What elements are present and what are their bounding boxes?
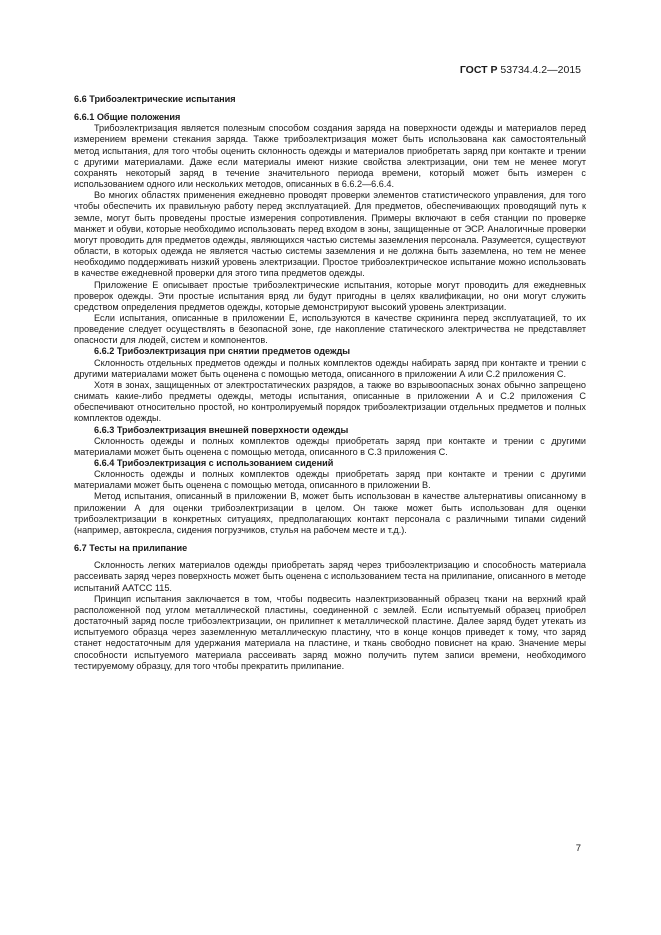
paragraph: Склонность одежды и полных комплектов одежды приобретать заряд при контакте и трении с другими материалами может быть оценена с помощью метода, описанного в приложении В. xyxy=(74,469,586,491)
paragraph: Во многих областях применения ежедневно проводят проверки элементов статистического управления, для того чтобы обеспечить их правильную работу перед эксплуатацией. Для предметов, обеспечивающих проводящий путь к земле, могут быть проведены простые измерения сопротивления. Примеры включают в себя станции по проверке манжет и обуви, которые необходимо использовать перед входом в зоны, защищенные от ЭСР. Аналогичные проверки могут проводить для предметов одежды, являющихся частью системы заземления персонала. Разумеется, существуют области, в которых одежда не является частью системы заземления и не должна быть заземлена, но тем не менее необходимо поддерживать низкий уровень электризации. Простое трибоэлектрическое испытание можно использовать в качестве ежедневной проверки для этого типа предметов одежды. xyxy=(74,190,586,279)
document-body xyxy=(74,90,586,672)
page-number: 7 xyxy=(575,843,581,854)
standard-number: 53734.4.2—2015 xyxy=(500,64,581,76)
section-heading-6-7: 6.7 Тесты на прилипание xyxy=(74,543,188,554)
paragraph: Если испытания, описанные в приложении Е, используются в качестве скрининга перед эксплуатацией, то их проведение следует осуществлять в безопасной зоне, где накопление статического электричества не представляет опасности для людей, систем и компонентов. xyxy=(74,312,586,346)
paragraph: Склонность легких материалов одежды приобретать заряд через трибоэлектризацию и способность материала рассеивать заряд через поверхность может быть оценена с использованием теста на прилипание, описанного в методе испытаний AATCC 115. xyxy=(74,560,586,593)
subsection-heading-6-6-2: 6.6.2 Трибоэлектризация при снятии предметов одежды xyxy=(94,346,351,357)
paragraph: Принцип испытания заключается в том, чтобы подвесить наэлектризованный образец ткани на верхний край расположенной под углом металлической пластины, соединенной с землей. Если испытуемый образец приобрел достаточный заряд после трибоэлектризации, он прилипнет к металлической пластине. Далее заряд будет утекать из испытуемого образца через заземленную металлическую пластину, что в конце концов приведет к тому, что заряд станет недостаточным для удержания материала на пластине, и ткань свободно повиснет на краю. Значение меры способности испытуемого материала рассеивать заряд можно получить путем записи времени, необходимого тестируемому образцу, для того чтобы прекратить прилипание. xyxy=(74,593,586,671)
subsection-heading-6-6-4: 6.6.4 Трибоэлектризация с использованием сидений xyxy=(94,458,334,468)
subsection-heading-6-6-1: 6.6.1 Общие положения xyxy=(74,112,181,123)
paragraph: Хотя в зонах, защищенных от электростатических разрядов, а также во взрывоопасных зонах обычно запрещено снимать какие-либо предметы одежды, методы испытания, описанные в приложении А и С.2 приложения С обеспечивают относительно простой, но контролируемый порядок трибоэлектризации отдельных предметов и полных комплектов одежды. xyxy=(74,379,586,424)
paragraph: Трибоэлектризация является полезным способом создания заряда на поверхности одежды и материалов перед измерением времени стекания заряда. Также трибоэлектризация может быть использована как самостоятельный метод испытания, для того чтобы оценить склонность одежды и материалов приобретать заряд при контакте и трении с другими материалами. Даже если материалы имеют низкие свойства электризации, они тем не менее могут сохранять некоторый заряд в течение значительного периода времени, который может быть измерен с использованием одного или нескольких методов, описанных в 6.6.2—6.6.4. xyxy=(74,123,586,190)
section-heading-6-6: 6.6 Трибоэлектрические испытания xyxy=(74,94,236,104)
paragraph: Метод испытания, описанный в приложении В, может быть использован в качестве альтернативы описанному в приложении А для оценки трибоэлектризации в целом. Он также может быть использован для оценки трибоэлектризации в конкретных ситуациях, предполагающих контакт персонала с различными типами сидений (например, автокресла, сидения погрузчиков, стулья на рабочем месте и т.д.). xyxy=(74,491,586,535)
subsection-heading-6-6-3: 6.6.3 Трибоэлектризация внешней поверхности одежды xyxy=(94,424,349,435)
paragraph: Приложение Е описывает простые трибоэлектрические испытания, которые могут проводить для ежедневных проверок одежды. Эти простые испытания вряд ли будут пригодны в целях квалификации, но они могут служить средством определения предметов одежды, которые демонстрируют высокий уровень электризации. xyxy=(74,279,586,312)
document-header xyxy=(460,64,581,76)
paragraph: Склонность отдельных предметов одежды и полных комплектов одежды набирать заряд при контакте и трении с другими материалами может быть оценена с помощью метода, описанного в приложении А или С.2 приложения С. xyxy=(74,357,586,379)
standard-prefix: ГОСТ Р xyxy=(459,64,498,76)
paragraph: Склонность одежды и полных комплектов одежды приобретать заряд при контакте и трении с другими материалами может быть оценена с помощью метода, описанного в С.3 приложения С. xyxy=(74,435,586,457)
